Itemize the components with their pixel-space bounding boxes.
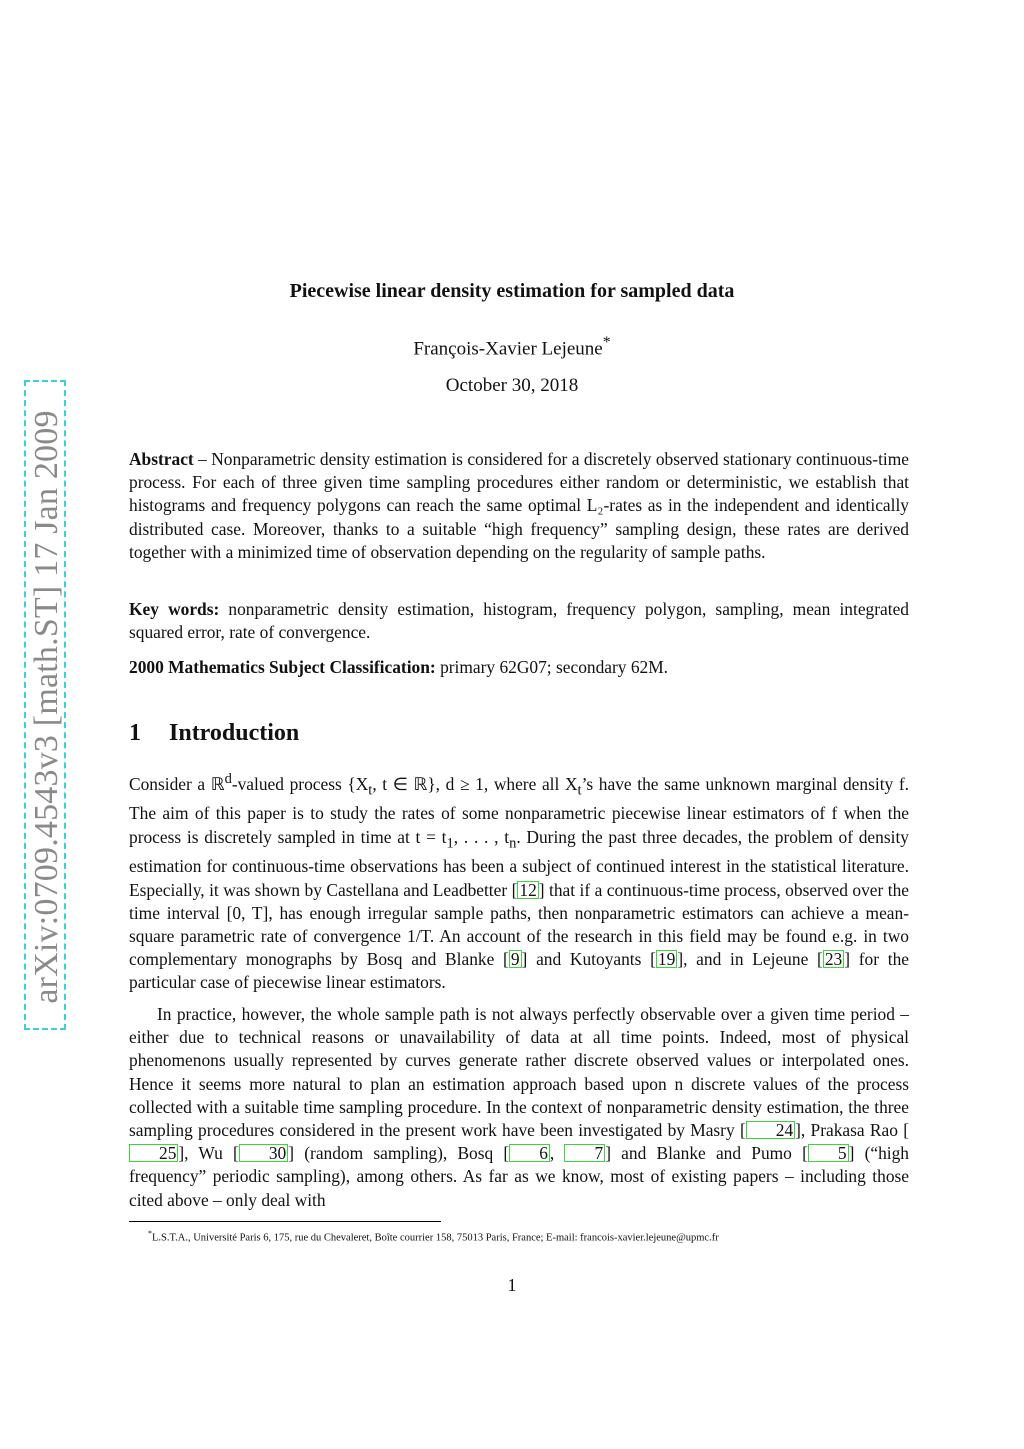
page-number: 1 (507, 1275, 517, 1295)
subscript: 1 (446, 835, 454, 852)
text-run: Consider a ℝ (129, 773, 225, 794)
section-heading (129, 720, 299, 747)
citation-link[interactable]: 25 (129, 1144, 178, 1162)
text-run: In practice, however, the whole sample path is not always perfectly observable over a given time period – either due to technical reasons or unavailability of data at all time points. Indeed, most of physical phenomenons usually represented by curves generate rather discrete observed values or interpolated ones. Hence it seems more natural to plan an estimation approach based upon n discrete values of the process collected with a suitable time sampling procedure. In the context of nonparametric density estimation, the three sampling procedures considered in the present work have been investigated by Masry [ (129, 1004, 909, 1141)
abstract-text: – Nonparametric density estimation is considered for a discretely observed stationary continuous-time process. For each of three given time sampling procedures either random or deterministic, we establish that histograms and frequency polygons can reach the same optimal L₂-rates as in the independent and identically distributed case. Moreover, thanks to a suitable “high frequency” sampling design, these rates are derived together with a minimized time of observation depending on the regularity of sample paths. (129, 449, 909, 562)
text-run: ] that if a continuous-time process, observed over the time interval [0, T], has enough irregular sample paths, then nonparametric estimators can achieve a mean-square parametric rate of convergence 1/T. An account of the research in this field may be found e.g. in two complementary monographs by Bosq and Blanke [ (129, 879, 909, 970)
section-number: 1 (129, 720, 141, 746)
subscript: t (577, 782, 582, 799)
citation-link[interactable]: 12 (519, 879, 537, 900)
footnote-mark: * (148, 1229, 152, 1238)
text-run: ], Prakasa Rao [ (795, 1120, 909, 1141)
citation-link[interactable]: 9 (510, 949, 520, 970)
subscript: t (368, 782, 373, 799)
text-run: , t ∈ ℝ}, d ≥ 1, where all X (372, 773, 578, 794)
text-run: . During the past three decades, the problem of density estimation for continuous-time observations has been a subject of continued interest in the statistical literature. Especially, it was shown by Castellana and Leadbetter [ (129, 826, 909, 900)
superscript: d (224, 771, 232, 787)
text-run: ] and Kutoyants [ (521, 949, 656, 970)
intro-paragraph-1 (129, 768, 909, 995)
citation-link[interactable]: 6 (509, 1144, 550, 1162)
text-run: ] for the particular case of piecewise linear estimators. (129, 949, 909, 993)
intro-paragraph-2 (129, 1003, 909, 1212)
footnote-text: L.S.T.A., Université Paris 6, 175, rue du Chevaleret, Boîte courrier 158, 75013 Paris, France; E-mail: francois-xavier.lejeune@upmc.fr (152, 1232, 719, 1244)
footnote-divider (129, 1221, 441, 1222)
keywords-text: nonparametric density estimation, histogram, frequency polygon, sampling, mean integrated squared error, rate of convergence. (129, 599, 909, 643)
msc-label: 2000 Mathematics Subject Classification: (129, 657, 436, 677)
keywords-label: Key words: (129, 599, 220, 619)
arxiv-stamp-text: arXiv:0709.4543v3 [math.ST] 17 Jan 2009 (28, 410, 65, 1004)
text-run: , . . . , t (453, 826, 510, 847)
citation-link[interactable]: 23 (824, 949, 843, 970)
keywords (129, 598, 909, 644)
text-run: , (549, 1143, 565, 1164)
text-run: ] (“high frequency” periodic sampling), among others. As far as we know, most of existing papers – including those cited above – only deal with (129, 1143, 910, 1210)
text-run: -valued process {X (231, 773, 369, 794)
citation-link[interactable]: 5 (808, 1144, 849, 1162)
text-run: ], and in Lejeune [ (677, 949, 823, 970)
paper-date: October 30, 2018 (445, 375, 579, 396)
msc-classification (129, 656, 909, 679)
author-line (0, 334, 1024, 360)
text-run: ], Wu [ (178, 1143, 239, 1164)
text-run: ’s have the same unknown marginal density f. The aim of this paper is to study the rates of some nonparametric piecewise linear estimators of f when the process is discretely sampled in time at t = t (129, 773, 909, 847)
paper-title: Piecewise linear density estimation for sampled data (289, 280, 735, 302)
citation-link[interactable]: 7 (564, 1144, 605, 1162)
section-title: Introduction (169, 720, 300, 746)
author-name: François-Xavier Lejeune (413, 338, 603, 360)
abstract (129, 448, 909, 564)
citation-link[interactable]: 19 (657, 949, 676, 970)
citation-link[interactable]: 30 (239, 1144, 288, 1162)
text-run: ] and Blanke and Pumo [ (605, 1143, 808, 1164)
author-footnote-mark: * (602, 334, 611, 351)
citation-link[interactable]: 24 (746, 1121, 795, 1139)
abstract-label: Abstract (129, 449, 194, 469)
text-run: ] (random sampling), Bosq [ (288, 1143, 510, 1164)
subscript: n (509, 835, 517, 852)
footnote (148, 1229, 719, 1244)
msc-text: primary 62G07; secondary 62M. (435, 657, 669, 677)
arxiv-stamp[interactable] (24, 380, 66, 1030)
